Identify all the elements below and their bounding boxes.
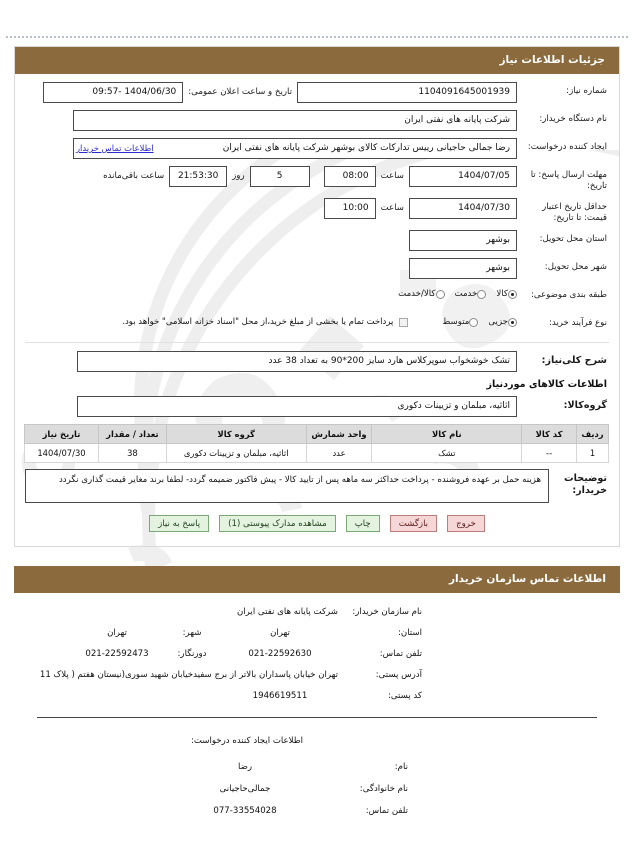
need-details-card: [14, 46, 620, 547]
goods-group-label: گروه‌کالا:: [563, 400, 607, 411]
validity-date-field[interactable]: 1404/07/30: [409, 198, 517, 219]
remaining-clock-label: ساعت باقی‌مانده: [103, 171, 165, 181]
contact-address-value: تهران خیابان پاسداران بالاتر از برج سفیدخیابان شهید سوری(نیستان هفتم ( پلاک 11: [39, 670, 338, 680]
remaining-days-label: روز: [232, 171, 245, 181]
contact-fax-label: دورنگار:: [177, 649, 207, 659]
row-contact-province-city: [24, 628, 610, 638]
section-divider-1: [25, 342, 609, 343]
deadline-label: مهلت ارسال پاسخ: تا تاریخ:: [530, 170, 607, 191]
requester-section-title: اطلاعات ایجاد کننده درخواست:: [190, 736, 304, 746]
contact-province-label: استان:: [397, 628, 422, 638]
need-number-field[interactable]: 1104091645001939: [297, 82, 517, 103]
goods-info-title: اطلاعات کالاهای موردنیاز: [486, 379, 607, 390]
contact-city-value: تهران: [107, 628, 127, 638]
cell-row-number: 1: [577, 444, 609, 463]
cell-goods-group: اثاثیه، مبلمان و تزیینات دکوری: [166, 444, 306, 463]
deadline-time-label: ساعت: [380, 171, 404, 181]
validity-time-label: ساعت: [380, 203, 404, 213]
announcement-datetime-field[interactable]: 1404/06/30 -09:57: [43, 82, 183, 103]
validity-time-field[interactable]: 10:00: [324, 198, 376, 219]
cell-quantity: 38: [98, 444, 166, 463]
requester-last-name-label: نام خانوادگی:: [359, 784, 408, 794]
row-need-summary: [25, 351, 609, 373]
row-contact-address: [24, 670, 610, 680]
delivery-province-field[interactable]: بوشهر: [409, 230, 517, 251]
row-goods-group: [25, 396, 609, 418]
radio-process-medium-label: متوسط: [442, 317, 470, 327]
contact-postal-label: کد پستی:: [387, 691, 422, 701]
row-contact-phone-fax: [24, 649, 610, 659]
contact-section-title: اطلاعات تماس سازمان خریدار: [14, 566, 620, 593]
contact-city-label: شهر:: [182, 628, 202, 638]
buyer-contact-link[interactable]: اطلاعات تماس خریدار: [76, 143, 154, 153]
contact-province-value: تهران: [270, 628, 290, 638]
contact-org-value: شرکت پایانه های نفتی ایران: [236, 607, 338, 617]
view-attachments-button[interactable]: مشاهده مدارک پیوستی (1): [219, 515, 336, 532]
action-button-bar: [25, 515, 609, 532]
radio-category-service-label: خدمت: [454, 289, 478, 299]
radio-process-minor[interactable]: [508, 318, 517, 327]
radio-process-medium[interactable]: [469, 318, 478, 327]
contact-org-label: نام سازمان خریدار:: [352, 607, 422, 617]
requester-first-name-label: نام:: [394, 762, 408, 772]
row-delivery-city: [25, 258, 609, 280]
treasury-bonds-checkbox[interactable]: [399, 318, 408, 327]
contact-address-label: آدرس پستی:: [375, 670, 422, 680]
th-unit: واحد شمارش: [306, 425, 372, 444]
contact-fax-value: 021-22592473: [85, 649, 149, 659]
requester-phone-value: 077-33554028: [213, 806, 277, 816]
purchase-process-label: نوع فرآیند خرید:: [548, 318, 607, 328]
th-goods-group: گروه کالا: [166, 425, 306, 444]
cell-goods-code: --: [522, 444, 577, 463]
buyer-remarks-label: توضیحات خریدار:: [564, 473, 607, 496]
creator-label: ایجاد کننده درخواست:: [527, 142, 607, 152]
contact-phone-value: 021-22592630: [248, 649, 312, 659]
buyer-remarks-field[interactable]: هزینه حمل بر عهده فروشنده - پرداخت حداکثر سه ماهه پس از تایید کالا - پیش فاکتور ضمیمه گردد- لطفا برند مغایر قیمت گذاری نگردد: [25, 469, 549, 503]
row-creator: [25, 138, 609, 160]
th-quantity: تعداد / مقدار: [98, 425, 166, 444]
radio-category-goods-service-label: کالا/خدمت: [398, 289, 436, 299]
buyer-org-label: نام دستگاه خریدار:: [539, 114, 607, 124]
need-summary-label: شرح کلی‌نیاز:: [541, 355, 607, 366]
row-purchase-process: [25, 314, 609, 336]
buyer-org-field[interactable]: شرکت پایانه های نفتی ایران: [73, 110, 517, 131]
remaining-clock-field[interactable]: 21:53:30: [169, 166, 227, 187]
delivery-province-label: استان محل تحویل:: [539, 234, 607, 244]
deadline-time-field[interactable]: 08:00: [324, 166, 376, 187]
th-goods-code: کد کالا: [522, 425, 577, 444]
row-price-validity: [25, 198, 609, 224]
th-need-date: تاریخ نیاز: [25, 425, 99, 444]
creator-field[interactable]: رضا جمالی حاجیانی رییس تدارکات کالای بوشهر شرکت پایانه های نفتی ایران: [73, 138, 517, 159]
treasury-bonds-note: پرداخت تمام یا بخشی از مبلغ خرید،از محل "اسناد خزانه اسلامی" خواهد بود.: [122, 317, 394, 327]
items-table: [24, 424, 609, 463]
top-dotted-divider: [6, 36, 628, 38]
cell-goods-name: تشک: [372, 444, 522, 463]
requester-phone-label: تلفن تماس:: [365, 806, 408, 816]
buyer-contact-section: [14, 566, 620, 834]
contact-postal-value: 1946619511: [252, 691, 308, 701]
radio-process-minor-label: جزیی: [488, 317, 508, 327]
contact-section-body: [14, 593, 620, 834]
back-button[interactable]: بازگشت: [390, 515, 437, 532]
goods-group-field[interactable]: اثاثیه، مبلمان و تزیینات دکوری: [77, 396, 517, 417]
delivery-city-label: شهر محل تحویل:: [544, 262, 607, 272]
subject-category-label: طبقه بندی موضوعی:: [530, 290, 607, 300]
page-title: جزئیات اطلاعات نیاز: [15, 47, 619, 74]
delivery-city-field[interactable]: بوشهر: [409, 258, 517, 279]
row-requester-last-name: [24, 784, 610, 794]
table-header-row: [25, 425, 609, 444]
requester-first-name-value: رضا: [237, 762, 253, 772]
th-row-number: ردیف: [577, 425, 609, 444]
th-goods-name: نام کالا: [372, 425, 522, 444]
radio-category-goods-service[interactable]: [436, 290, 445, 299]
cell-unit: عدد: [306, 444, 372, 463]
radio-category-service[interactable]: [477, 290, 486, 299]
radio-category-goods[interactable]: [508, 290, 517, 299]
row-subject-category: [25, 286, 609, 308]
need-details-body: [15, 74, 619, 546]
announcement-label: تاریخ و ساعت اعلان عمومی:: [188, 87, 292, 97]
requester-last-name-value: جمالی‌حاجیانی: [219, 784, 271, 794]
row-requester-first-name: [24, 762, 610, 772]
row-delivery-province: [25, 230, 609, 252]
contact-phone-label: تلفن تماس:: [379, 649, 422, 659]
row-requester-phone: [24, 806, 610, 816]
validity-label: حداقل تاریخ اعتبار قیمت: تا تاریخ:: [542, 202, 607, 223]
contact-requester-divider: [37, 717, 597, 718]
need-summary-field[interactable]: تشک خوشخواب سوپرکلاس هارد سایز 200*90 به تعداد 38 عدد: [77, 351, 517, 372]
cell-need-date: 1404/07/30: [25, 444, 99, 463]
row-need-number: [25, 82, 609, 104]
respond-to-need-button[interactable]: پاسخ به نیاز: [149, 515, 209, 532]
print-button[interactable]: چاپ: [346, 515, 380, 532]
row-buyer-remarks: [25, 469, 609, 503]
table-row: [25, 444, 609, 463]
deadline-date-field[interactable]: 1404/07/05: [409, 166, 517, 187]
row-contact-org: [24, 607, 610, 617]
exit-button[interactable]: خروج: [447, 515, 485, 532]
row-contact-postal: [24, 691, 610, 701]
radio-category-goods-label: کالا: [496, 289, 508, 299]
row-buyer-org: [25, 110, 609, 132]
need-number-label: شماره نیاز:: [566, 86, 607, 96]
row-deadline: [25, 166, 609, 192]
remaining-days-field[interactable]: 5: [250, 166, 310, 187]
